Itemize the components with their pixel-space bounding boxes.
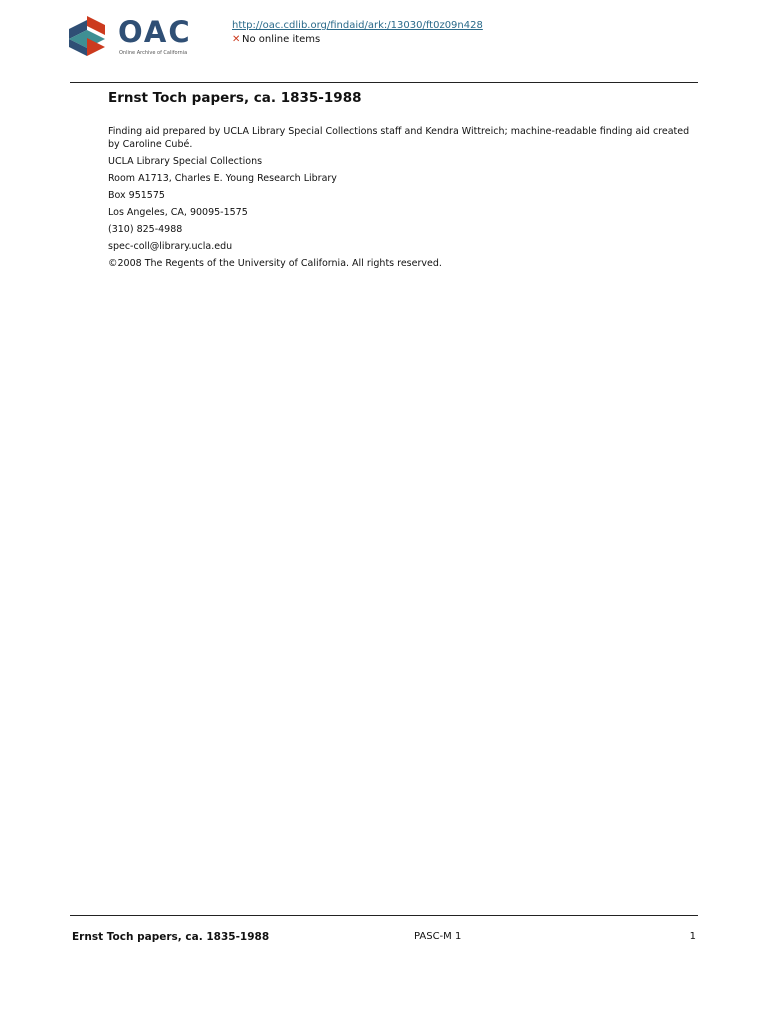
repository-room: Room A1713, Charles E. Young Research Library xyxy=(108,173,337,184)
x-icon: ✕ xyxy=(232,34,241,45)
online-status xyxy=(232,33,483,47)
prepared-by: Finding aid prepared by UCLA Library Special Collections staff and Kendra Wittreich; machine-readable finding aid created by Caroline Cubé. xyxy=(108,126,690,150)
footer-page-number: 1 xyxy=(689,931,696,942)
document-title: Ernst Toch papers, ca. 1835-1988 xyxy=(108,90,362,106)
footer-divider xyxy=(70,915,698,916)
online-status-text: No online items xyxy=(242,34,321,45)
repository-phone: (310) 825-4988 xyxy=(108,224,183,235)
repository-city: Los Angeles, CA, 90095-1575 xyxy=(108,207,248,218)
header-divider xyxy=(70,82,698,83)
copyright: ©2008 The Regents of the University of California. All rights reserved. xyxy=(108,258,442,269)
oac-logo xyxy=(69,16,209,60)
logo-wordmark: OAC xyxy=(118,15,192,49)
ark-link[interactable]: http://oac.cdlib.org/findaid/ark:/13030/ft0z09n428 xyxy=(232,20,483,31)
finding-aid-info xyxy=(108,125,700,274)
repository-name: UCLA Library Special Collections xyxy=(108,156,263,167)
repository-box: Box 951575 xyxy=(108,190,165,201)
header-links xyxy=(232,19,483,47)
oac-logo-icon xyxy=(69,16,107,56)
logo-tagline: Online Archive of California xyxy=(119,50,188,56)
footer-title: Ernst Toch papers, ca. 1835-1988 xyxy=(72,931,270,943)
footer-collection-id: PASC-M 1 xyxy=(414,931,462,942)
repository-email: spec-coll@library.ucla.edu xyxy=(108,241,233,252)
